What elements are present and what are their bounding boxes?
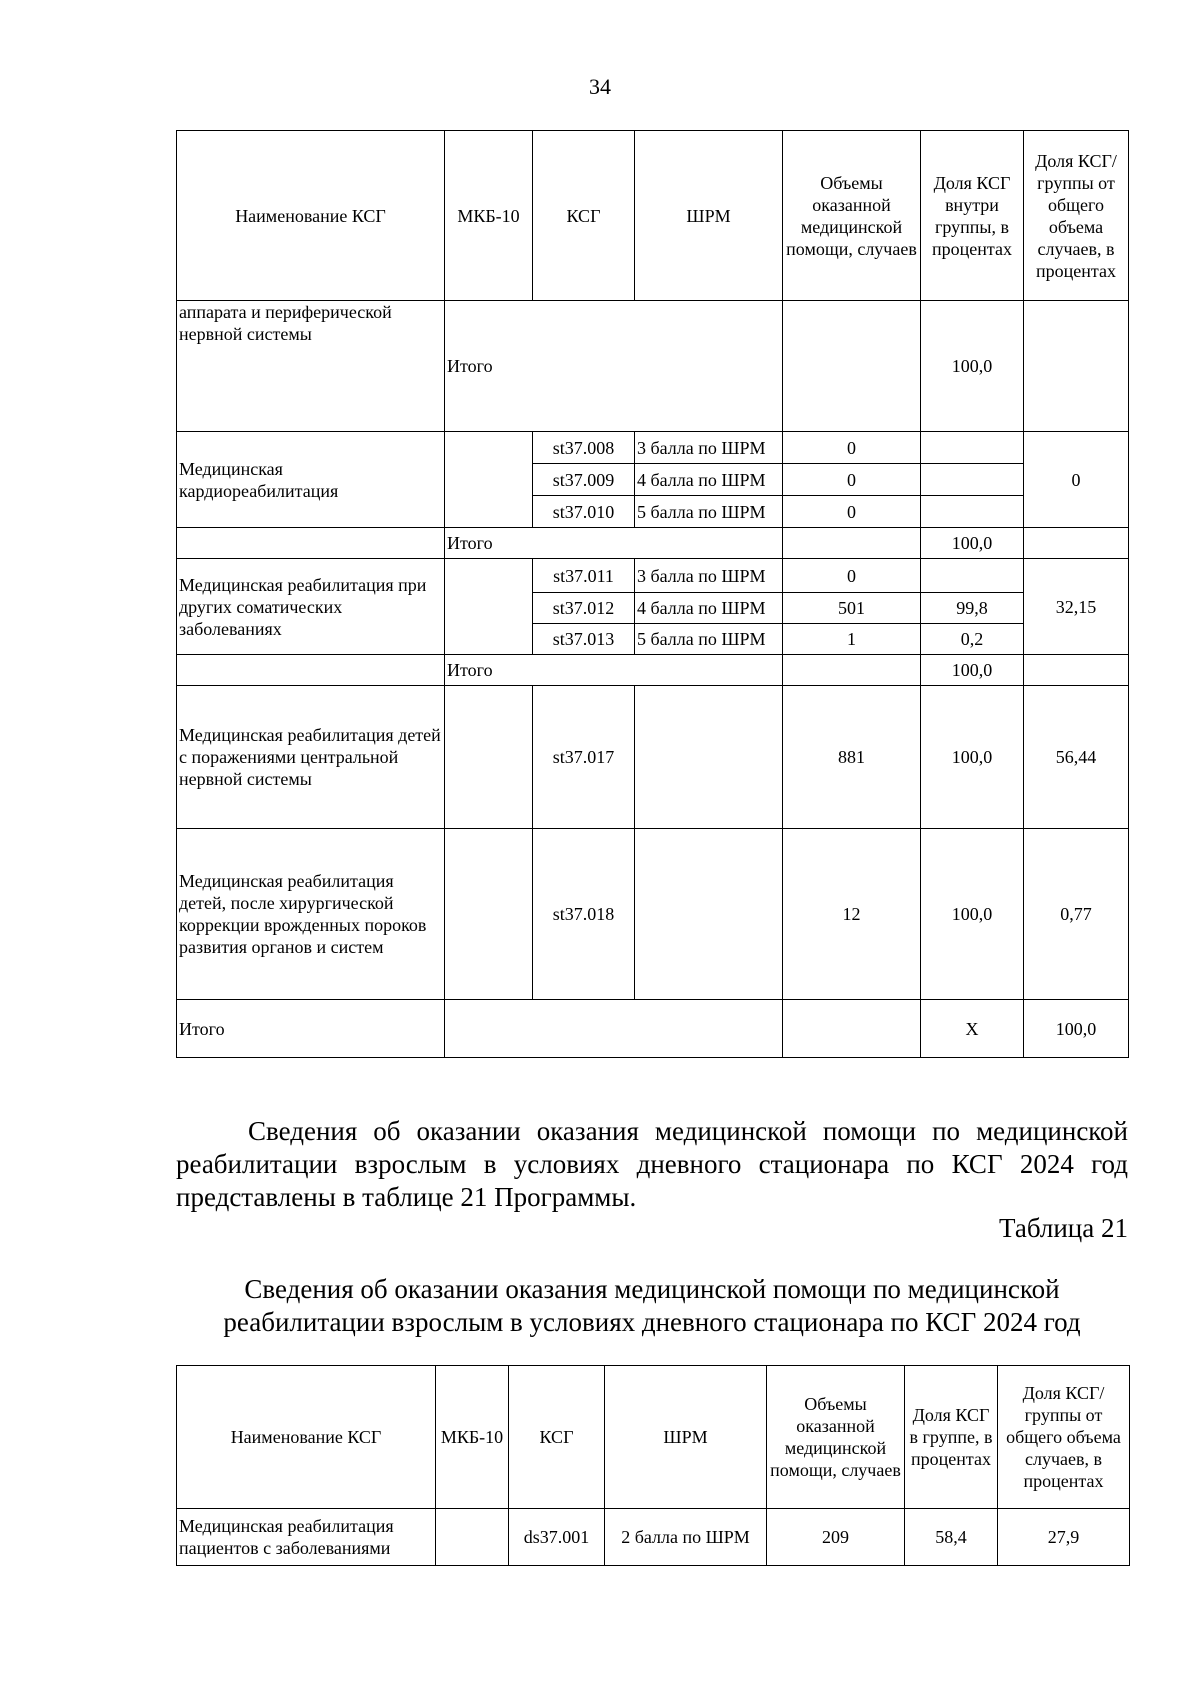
header-ksg: КСГ bbox=[533, 131, 635, 301]
single-name: Медицинская реабилитация детей с поражениями центральной нервной системы bbox=[177, 686, 445, 829]
table-row bbox=[177, 559, 1129, 593]
header-share-in-group: Доля КСГ внутри группы, в процентах bbox=[921, 131, 1024, 301]
row-mkb bbox=[436, 1509, 509, 1566]
share-value: 100,0 bbox=[921, 829, 1024, 1000]
total-label: Итого bbox=[445, 301, 783, 432]
table-row bbox=[177, 1509, 1130, 1566]
grand-total-share-total: 100,0 bbox=[1024, 1000, 1129, 1058]
total-label: Итого bbox=[445, 528, 783, 559]
share-value: 58,4 bbox=[905, 1509, 998, 1566]
header-share-total: Доля КСГ/группы от общего объема случаев, в процентах bbox=[998, 1366, 1130, 1509]
volume-value: 0 bbox=[783, 432, 921, 464]
ksg-code: st37.012 bbox=[533, 593, 635, 624]
share-value: 100,0 bbox=[921, 686, 1024, 829]
shrm-value: 5 балла по ШРМ bbox=[635, 496, 783, 528]
ksg-code: st37.010 bbox=[533, 496, 635, 528]
share-total-value: 0,77 bbox=[1024, 829, 1129, 1000]
table-row bbox=[177, 1000, 1129, 1058]
header-ksg: КСГ bbox=[509, 1366, 605, 1509]
table-label: Таблица 21 bbox=[999, 1213, 1128, 1243]
volume-value: 881 bbox=[783, 686, 921, 829]
volume-value: 0 bbox=[783, 496, 921, 528]
group-name: Медицинская реабилитация при других соматических заболеваниях bbox=[177, 559, 445, 655]
header-volume: Объемы оказанной медицинской помощи, случаев bbox=[767, 1366, 905, 1509]
header-share-total: Доля КСГ/группы от общего объема случаев, в процентах bbox=[1024, 131, 1129, 301]
share-value: 99,8 bbox=[921, 593, 1024, 624]
volume-value: 209 bbox=[767, 1509, 905, 1566]
table-title: Сведения об оказании оказания медицинской помощи по медицинской реабилитации взрослым в условиях дневного стационара по КСГ 2024 год bbox=[223, 1274, 1081, 1337]
header-name: Наименование КСГ bbox=[177, 1366, 436, 1509]
shrm-value: 4 балла по ШРМ bbox=[635, 464, 783, 496]
volume-value: 0 bbox=[783, 559, 921, 593]
ksg-code: ds37.001 bbox=[509, 1509, 605, 1566]
page-number: 34 bbox=[589, 74, 611, 99]
group-total-share: 100,0 bbox=[921, 655, 1024, 686]
ksg-code: st37.009 bbox=[533, 464, 635, 496]
share-value: 0,2 bbox=[921, 624, 1024, 655]
table-row bbox=[177, 686, 1129, 829]
shrm-value: 3 балла по ШРМ bbox=[635, 559, 783, 593]
ksg-code: st37.008 bbox=[533, 432, 635, 464]
total-share: 100,0 bbox=[921, 301, 1024, 432]
grand-total-share: X bbox=[921, 1000, 1024, 1058]
header-share-in-group: Доля КСГ в группе, в процентах bbox=[905, 1366, 998, 1509]
table-header-row bbox=[177, 1366, 1130, 1509]
ksg-code: st37.011 bbox=[533, 559, 635, 593]
table-row bbox=[177, 829, 1129, 1000]
table-row bbox=[177, 432, 1129, 464]
shrm-value: 2 балла по ШРМ bbox=[605, 1509, 767, 1566]
shrm-value: 3 балла по ШРМ bbox=[635, 432, 783, 464]
header-mkb: МКБ-10 bbox=[445, 131, 533, 301]
header-shrm: ШРМ bbox=[635, 131, 783, 301]
row-name: Медицинская реабилитация пациентов с заболеваниями bbox=[177, 1509, 436, 1566]
share-value bbox=[921, 432, 1024, 464]
single-name: Медицинская реабилитация детей, после хирургической коррекции врожденных пороков развития органов и систем bbox=[177, 829, 445, 1000]
volume-value: 1 bbox=[783, 624, 921, 655]
header-volume: Объемы оказанной медицинской помощи, случаев bbox=[783, 131, 921, 301]
ksg-code: st37.017 bbox=[533, 686, 635, 829]
shrm-value: 4 балла по ШРМ bbox=[635, 593, 783, 624]
volume-value: 12 bbox=[783, 829, 921, 1000]
table-row bbox=[177, 655, 1129, 686]
shrm-value: 5 балла по ШРМ bbox=[635, 624, 783, 655]
group-total-share: 100,0 bbox=[921, 528, 1024, 559]
ksg-table-21 bbox=[176, 1365, 1130, 1566]
share-total-value: 56,44 bbox=[1024, 686, 1129, 829]
table-row bbox=[177, 528, 1129, 559]
ksg-table-continued bbox=[176, 130, 1129, 1058]
share-value bbox=[921, 464, 1024, 496]
header-name: Наименование КСГ bbox=[177, 131, 445, 301]
table-header-row bbox=[177, 131, 1129, 301]
share-value bbox=[921, 496, 1024, 528]
volume-value: 0 bbox=[783, 464, 921, 496]
group-name: Медицинская кардиореабилитация bbox=[177, 432, 445, 528]
grand-total-label: Итого bbox=[177, 1000, 445, 1058]
total-label: Итого bbox=[445, 655, 783, 686]
group-share-total: 32,15 bbox=[1024, 559, 1129, 655]
body-paragraph: Сведения об оказании оказания медицинской помощи по медицинской реабилитации взрослым в условиях дневного стационара по КСГ 2024 год представлены в таблице 21 Программы. bbox=[176, 1116, 1128, 1212]
table-row bbox=[177, 301, 1129, 432]
ksg-code: st37.013 bbox=[533, 624, 635, 655]
volume-value: 501 bbox=[783, 593, 921, 624]
share-total-value: 27,9 bbox=[998, 1509, 1130, 1566]
header-mkb: МКБ-10 bbox=[436, 1366, 509, 1509]
continued-name: аппарата и периферической нервной системы bbox=[177, 301, 445, 432]
ksg-code: st37.018 bbox=[533, 829, 635, 1000]
share-value bbox=[921, 559, 1024, 593]
group-share-total: 0 bbox=[1024, 432, 1129, 528]
header-shrm: ШРМ bbox=[605, 1366, 767, 1509]
